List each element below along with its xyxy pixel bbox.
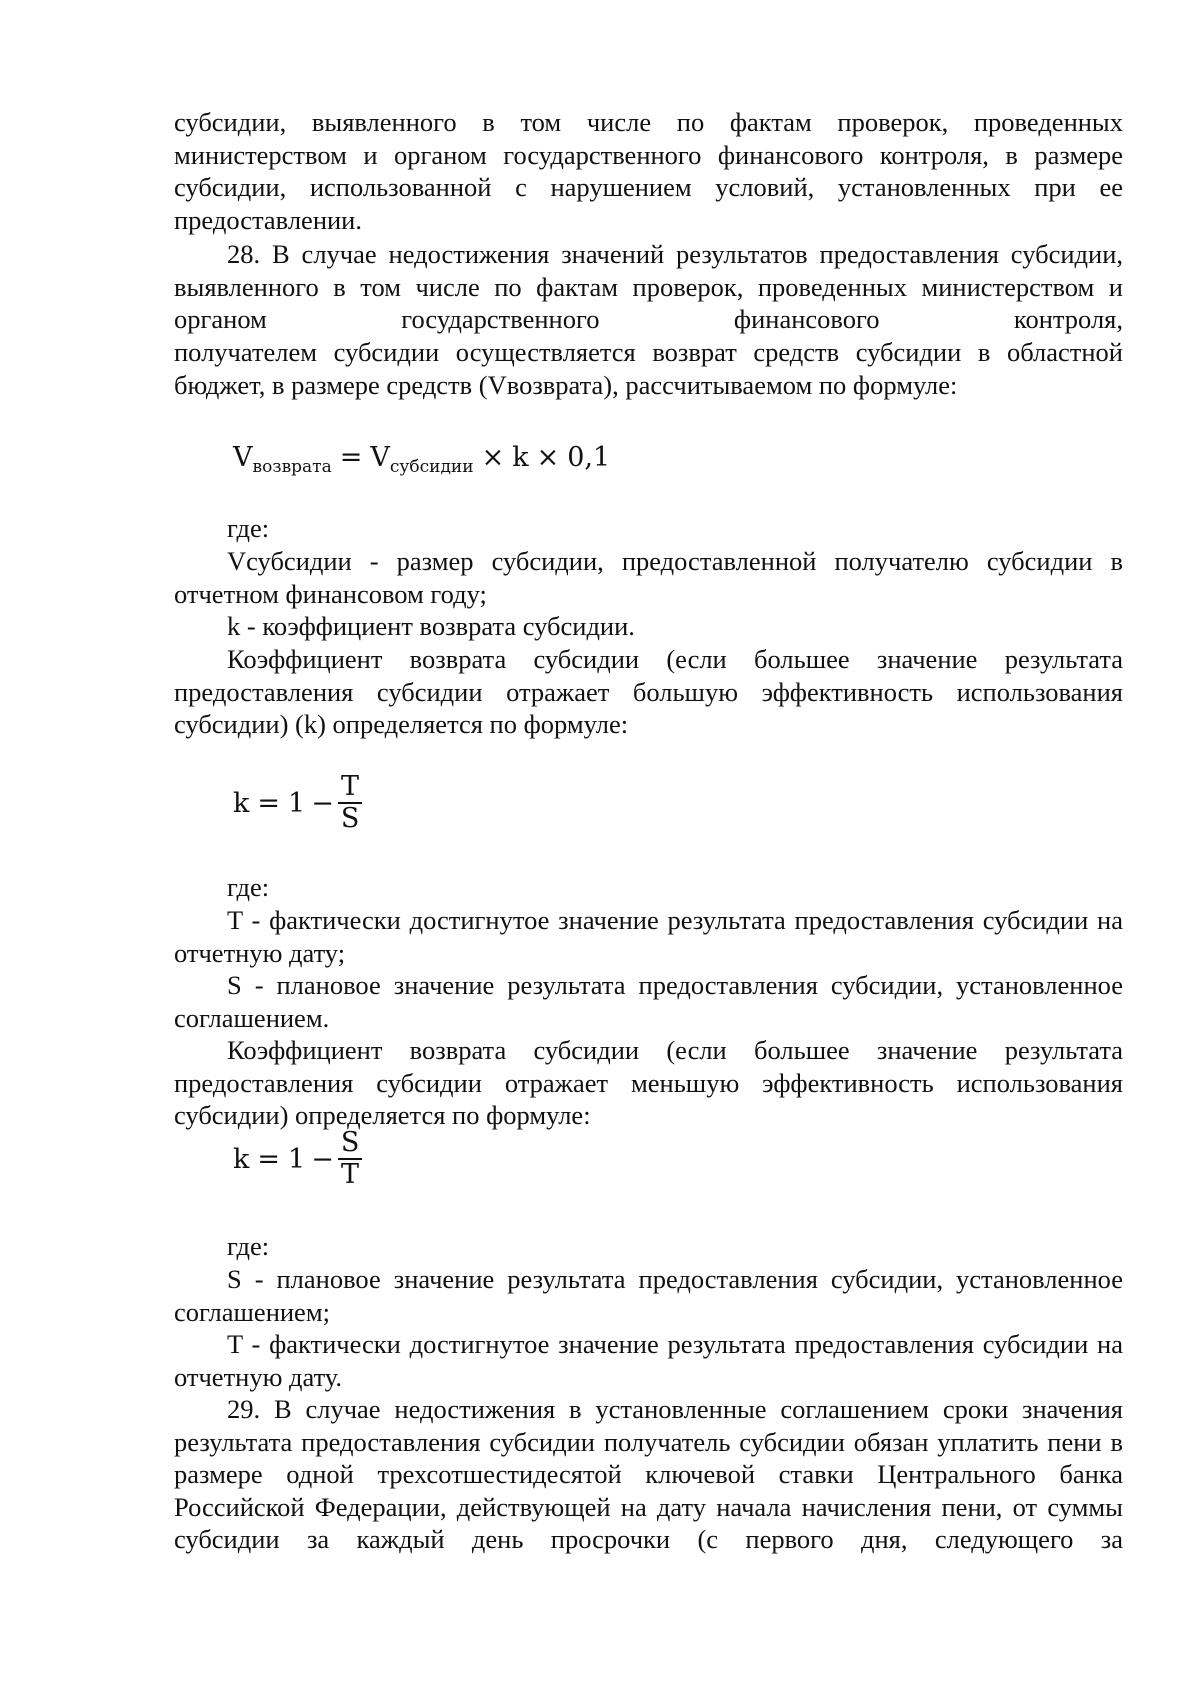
- paragraph-coefficient-lesser: Коэффициент возврата субсидии (если большее значение результата предоставления субсидии отражает меньшую эффективность использования субсидии) определяется по формуле:: [174, 1035, 1123, 1131]
- definition-t-actual: T - фактически достигнутое значение результата предоставления субсидии на отчетную дату;: [174, 905, 1123, 968]
- definition-s-planned: S - плановое значение результата предоставления субсидии, установленное соглашением.: [174, 970, 1123, 1033]
- definition-v-subsidy: Vсубсидии - размер субсидии, предоставленной получателю субсидии в отчетном финансовом году;: [174, 546, 1123, 609]
- paragraph-28-return: получателем субсидии осуществляется возврат средств субсидии в областной бюджет, в размере средств (Vвозврата), рассчитываемом по формуле:: [174, 337, 1123, 400]
- paragraph-subsidy-violation: субсидии, выявленного в том числе по фактам проверок, проведенных министерством и органом государственного финансового контроля, в размере субсидии, использованной с нарушением условий, установленных при ее предоставлении.: [174, 107, 1123, 235]
- fraction-s-over-t: $\frac{S}{T}$: [338, 1128, 363, 1190]
- formula-k-s-over-t: k = 1 − $\frac{S}{T}$: [233, 1128, 362, 1190]
- where-label: где:: [227, 872, 270, 902]
- paragraph-29-penalty: 29. В случае недостижения в установленные соглашением сроки значения результата предоставления субсидии получатель субсидии обязан уплатить пени в размере одной трехсотшестидесятой ключевой ставки Центрального банка Российской Федерации, действующей на дату начала начисления пени, от суммы субсидии за каждый день просрочки (с первого дня, следующего за: [174, 1394, 1123, 1555]
- where-label: где:: [227, 513, 270, 543]
- paragraph-28-intro: 28. В случае недостижения значений результатов предоставления субсидии, выявленного в том числе по фактам проверок, проведенных министерством и органом государственного финансового контроля,: [174, 239, 1123, 335]
- paragraph-coefficient-greater: Коэффициент возврата субсидии (если большее значение результата предоставления субсидии отражает большую эффективность использования субсидии) (k) определяется по формуле:: [174, 644, 1123, 740]
- definition-t-actual-2: T - фактически достигнутое значение результата предоставления субсидии на отчетную дату.: [174, 1329, 1123, 1392]
- where-label: где:: [227, 1231, 270, 1261]
- fraction-t-over-s: $\frac{T}{S}$: [338, 772, 363, 834]
- formula-k-t-over-s: k = 1 − $\frac{T}{S}$: [233, 772, 362, 834]
- definition-k: k - коэффициент возврата субсидии.: [227, 611, 635, 641]
- formula-return-amount: V возврата = V субсидии × k × 0,1: [233, 442, 611, 477]
- definition-s-planned-2: S - плановое значение результата предоставления субсидии, установленное соглашением;: [174, 1264, 1123, 1327]
